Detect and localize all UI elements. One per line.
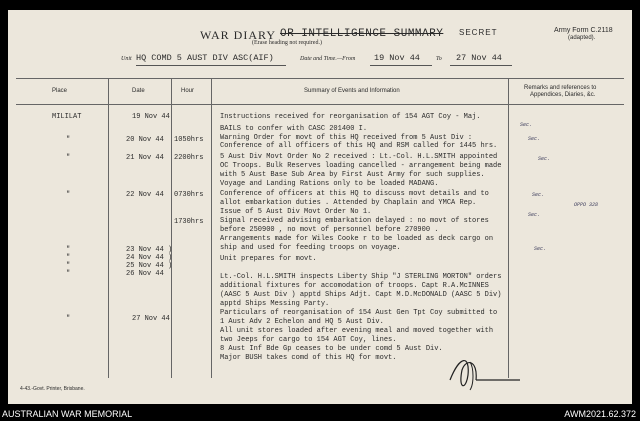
column-divider <box>171 78 172 378</box>
summary-line: 8 Aust Inf Bde Gp ceases to be under comd 5 Aust Div. <box>220 345 443 353</box>
unit-value: HQ COMD 5 AUST DIV ASC(AIF) <box>136 53 274 63</box>
erase-note: (Erase heading not required.) <box>252 40 322 46</box>
summary-line: 5 Aust Div Movt Order No 2 received : Lt.-Col. H.L.SMITH appointed <box>220 153 498 161</box>
ditto-mark: " <box>66 154 71 162</box>
summary-line: (AASC 5 Aust Div ) apptd Ships Adjt. Capt M.D.McDONALD (AASC 5 Div) <box>220 291 502 299</box>
summary-line: All unit stores loaded after evening meal and moved together with <box>220 327 494 335</box>
date-cell: 25 Nov 44 ) <box>126 262 173 270</box>
summary-line: Signal received advising embarkation delayed : no movt of stores <box>220 217 489 225</box>
summary-line: two Jeeps for cargo to 154 AGT Coy, lines. <box>220 336 397 344</box>
summary-line: Conference of officers at this HQ to discuss movt details and to <box>220 190 489 198</box>
column-header-remarks-2: Appendices, Diaries, &c. <box>530 92 596 98</box>
remarks-stamp: Sec. <box>520 122 533 128</box>
date-cell: 26 Nov 44 <box>126 270 164 278</box>
date-cell: 19 Nov 44 <box>132 113 170 121</box>
column-header-place: Place <box>52 88 68 94</box>
summary-line: OC Troops. Bulk Reserves loading cancelled - arrangement being made <box>220 162 502 170</box>
date-cell: 21 Nov 44 <box>126 154 164 162</box>
printer-imprint: 4-43.-Govt. Printer, Brisbane. <box>20 386 85 392</box>
date-to-label: To <box>436 56 442 62</box>
hour-cell: 2200hrs <box>174 154 204 162</box>
summary-line: before 250900 , no movt of personnel before 270900 . <box>220 226 439 234</box>
summary-line: Major BUSH takes comd of this HQ for movt. <box>220 354 397 362</box>
redacted-heading: OR INTELLIGENCE SUMMARY <box>280 28 444 40</box>
summary-line: allot embarkation duties . Attended by Chaplain and YMCA Rep. <box>220 199 477 207</box>
date-range-label: Date and Time.—From <box>300 56 356 62</box>
unit-label: Unit <box>121 56 132 62</box>
column-header-hour: Hour <box>181 88 195 94</box>
date-cell: 22 Nov 44 <box>126 191 164 199</box>
diary-sheet <box>8 10 632 404</box>
credit-right: AWM2021.62.372 <box>564 409 636 419</box>
summary-line: Lt.-Col. H.L.SMITH inspects Liberty Ship "J STERLING MORTON" orders <box>220 273 502 281</box>
ditto-mark: " <box>66 136 71 144</box>
remarks-stamp: Sec. <box>528 212 541 218</box>
column-divider <box>211 78 212 378</box>
credit-left: AUSTRALIAN WAR MEMORIAL <box>2 409 133 419</box>
column-header-remarks: Remarks and references to <box>524 85 597 91</box>
remarks-stamp: Sec. <box>534 246 547 252</box>
date-cell: 24 Nov 44 ) <box>126 254 173 262</box>
date-cell: 27 Nov 44 <box>132 315 170 323</box>
summary-line: 1 Aust Adv 2 Echelon and HQ 5 Aust Div. <box>220 318 384 326</box>
classification-label: SECRET <box>459 28 498 37</box>
summary-line: Instructions received for reorganisation of 154 AGT Coy - Maj. <box>220 113 481 121</box>
column-header-summary: Summary of Events and Information <box>304 88 400 94</box>
document-title: WAR DIARY <box>200 28 277 42</box>
remarks-stamp: OPPO 328 <box>574 202 599 208</box>
summary-line: BAILS to confer with CASC 201400 I. <box>220 125 368 133</box>
ditto-mark: " <box>66 191 71 199</box>
summary-line: Warning Order for movt of this HQ received from 5 Aust Div : <box>220 134 473 142</box>
summary-line: additional fixtures for accomodation of troops. Capt R.A.McINNES <box>220 282 489 290</box>
hour-cell: 0730hrs <box>174 191 204 199</box>
unit-underline <box>136 65 286 66</box>
date-from: 19 Nov 44 <box>374 53 420 63</box>
remarks-stamp: Sec. <box>532 192 545 198</box>
remarks-stamp: Sec. <box>528 136 541 142</box>
date-cell: 20 Nov 44 <box>126 136 164 144</box>
date-to: 27 Nov 44 <box>456 53 502 63</box>
signature <box>440 350 530 394</box>
from-underline <box>370 65 432 66</box>
ditto-mark: " <box>66 262 71 270</box>
ditto-mark: " <box>66 254 71 262</box>
remarks-stamp: Sec. <box>538 156 551 162</box>
summary-line: with 5 Aust Base Sub Area by First Aust Army for such supplies. <box>220 171 485 179</box>
to-underline <box>450 65 512 66</box>
ditto-mark: " <box>66 270 71 278</box>
hour-cell: 1730hrs <box>174 218 204 226</box>
ditto-mark: " <box>66 315 71 323</box>
summary-line: Voyage and Landing Rations only to be loaded MADANG. <box>220 180 439 188</box>
army-form-label: Army Form C.2118 <box>554 27 613 34</box>
column-divider <box>108 78 109 378</box>
adapted-label: (adapted). <box>568 35 596 41</box>
summary-line: apptd Ships Messing Party. <box>220 300 330 308</box>
summary-line: Arrangements made for Wiles Cooke r to be loaded as deck cargo on <box>220 235 494 243</box>
summary-line: Issue of 5 Aust Div Movt Order No 1. <box>220 208 372 216</box>
column-divider <box>508 78 509 378</box>
hour-cell: 1050hrs <box>174 136 204 144</box>
summary-line: ship and used for feeding troops on voyage. <box>220 244 401 252</box>
column-header-date: Date <box>132 88 145 94</box>
summary-line: Particulars of reorganisation of 154 Aust Gen Tpt Coy submitted to <box>220 309 498 317</box>
summary-line: Unit prepares for movt. <box>220 255 317 263</box>
ditto-mark: " <box>66 246 71 254</box>
summary-line: Conference of all officers of this HQ and RSM called for 1445 hrs. <box>220 142 498 150</box>
place-cell: MILILAT <box>52 113 82 121</box>
date-cell: 23 Nov 44 ) <box>126 246 173 254</box>
